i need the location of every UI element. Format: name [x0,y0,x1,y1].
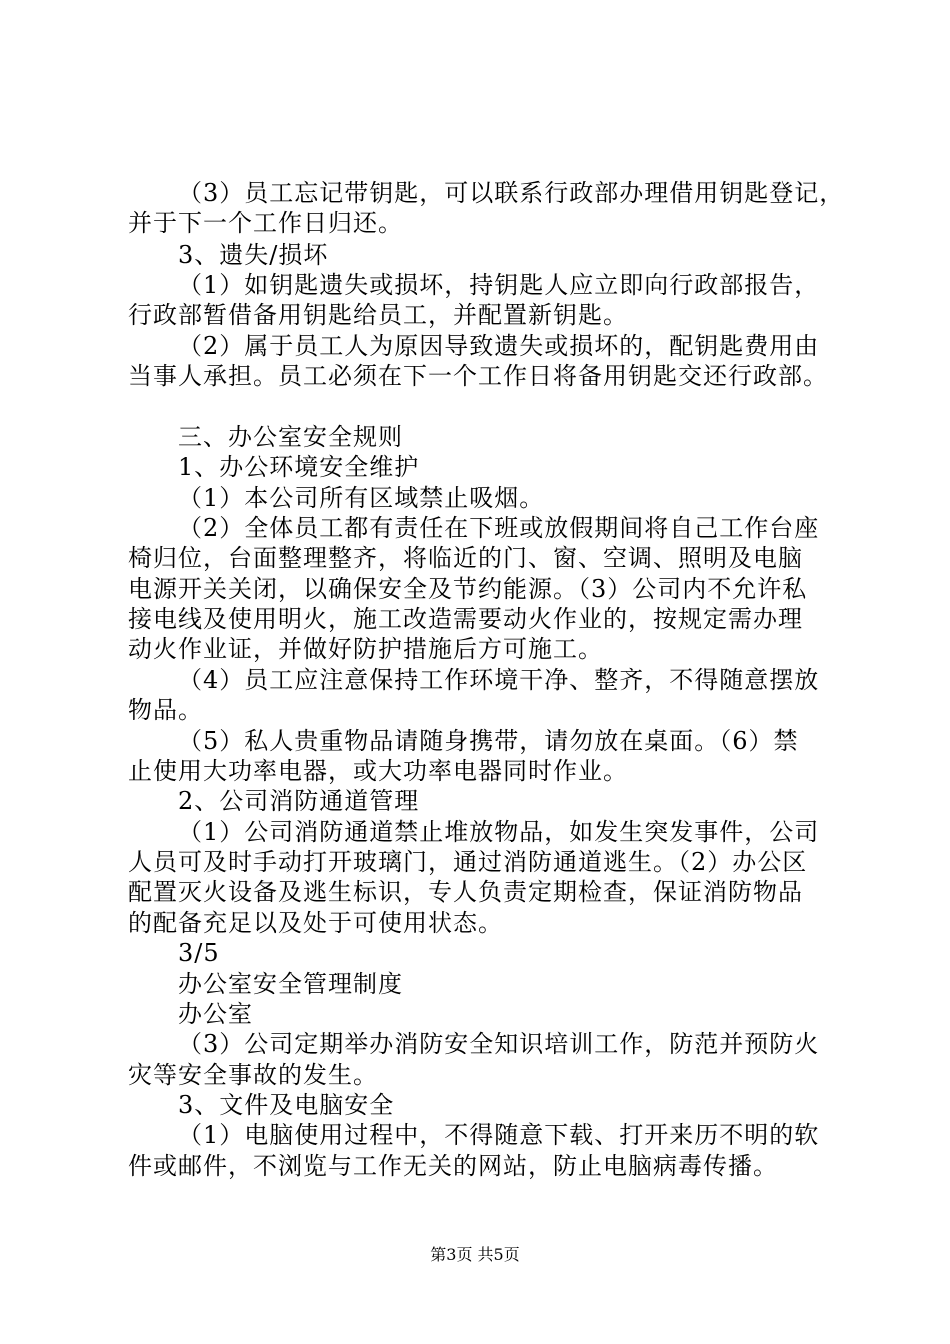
section-heading: 3、遗失/损坏 [178,241,329,269]
text-line: （3）员工忘记带钥匙，可以联系行政部办理借用钥匙登记， [178,179,845,207]
text-line: （3）公司定期举办消防安全知识培训工作，防范并预防火 [178,1030,820,1058]
text-line: （1）电脑使用过程中，不得随意下载、打开来历不明的软 [178,1121,820,1149]
text-line: （1）公司消防通道禁止堆放物品，如发生突发事件，公司 [178,818,820,846]
text-line: （2）属于员工人为原因导致遗失或损坏的，配钥匙费用由 [178,332,820,360]
text-line: 的配备充足以及处于可使用状态。 [128,909,503,937]
text-line: 灾等安全事故的发生。 [128,1061,378,1089]
text-line: 接电线及使用明火，施工改造需要动火作业的，按规定需办理 [128,605,803,633]
text-line: 件或邮件，不浏览与工作无关的网站，防止电脑病毒传播。 [128,1152,778,1180]
text-line: （2）全体员工都有责任在下班或放假期间将自己工作台座 [178,514,820,542]
text-line: 动火作业证，并做好防护措施后方可施工。 [128,635,603,663]
text-line: 人员可及时手动打开玻璃门，通过消防通道逃生。（2）办公区 [128,848,808,876]
section-heading: 三、办公室安全规则 [178,423,403,451]
text-line: 电源开关关闭，以确保安全及节约能源。（3）公司内不允许私 [128,575,808,603]
text-line: 椅归位，台面整理整齐，将临近的门、窗、空调、照明及电脑 [128,544,803,572]
text-line: （1）本公司所有区域禁止吸烟。 [178,484,545,512]
section-heading: 1、办公环境安全维护 [178,453,420,481]
text-line: 配置灭火设备及逃生标识，专人负责定期检查，保证消防物品 [128,878,803,906]
department-label: 办公室 [178,1000,253,1028]
text-line: （1）如钥匙遗失或损坏，持钥匙人应立即向行政部报告， [178,271,820,299]
section-heading: 2、公司消防通道管理 [178,787,420,815]
text-line: 并于下一个工作日归还。 [128,209,403,237]
text-line: 止使用大功率电器，或大功率电器同时作业。 [128,757,628,785]
page-marker: 3/5 [178,939,220,967]
text-line: 行政部暂借备用钥匙给员工，并配置新钥匙。 [128,301,628,329]
text-line: 物品。 [128,696,203,724]
document-title: 办公室安全管理制度 [178,970,403,998]
text-line: （4）员工应注意保持工作环境干净、整齐，不得随意摆放 [178,666,820,694]
text-line: 当事人承担。员工必须在下一个工作日将备用钥匙交还行政部。 [128,362,828,390]
section-heading: 3、文件及电脑安全 [178,1091,395,1119]
page-footer: 第3页 共5页 [430,1245,520,1264]
text-line: （5）私人贵重物品请随身携带，请勿放在桌面。（6）禁 [178,727,799,755]
